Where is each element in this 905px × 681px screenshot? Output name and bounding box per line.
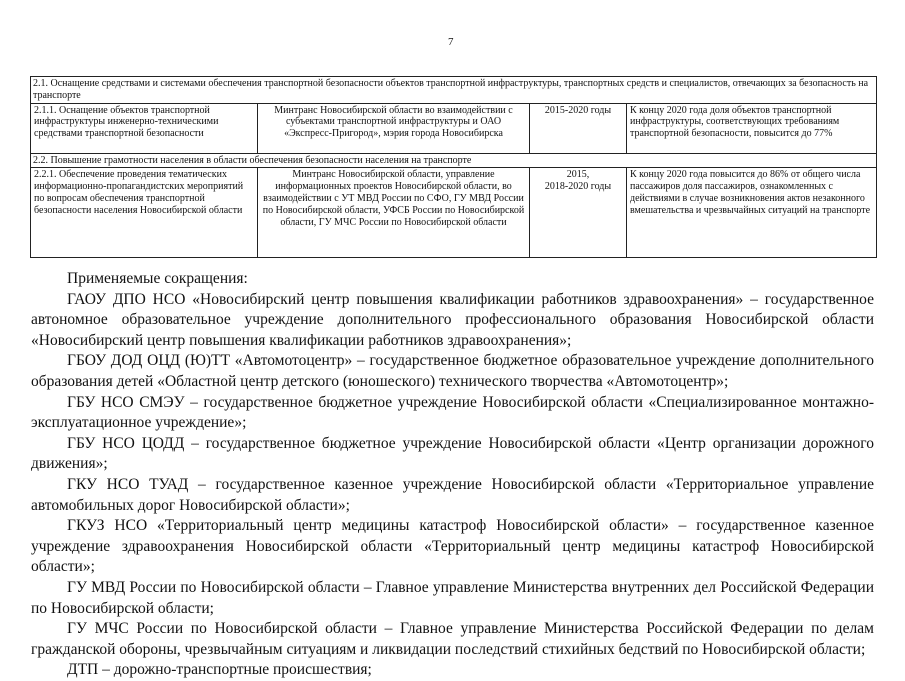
result-cell: К концу 2020 года повысится до 86% от общего числа пассажиров доля пассажиров, ознакомленных с действиями в случае возникновения актов незаконного вмешательства и чрезвычайных ситуаций на транспорте xyxy=(627,168,877,258)
abbreviation-item: ГБУ НСО СМЭУ – государственное бюджетное учреждение Новосибирской области «Специализированное монтажно-эксплуатационное учреждение»; xyxy=(31,393,874,432)
section-title-2-2: 2.2. Повышение грамотности населения в области обеспечения безопасности населения на транспорте xyxy=(31,153,877,168)
table-row xyxy=(31,103,877,153)
abbreviation-item: ГКУЗ НСО «Территориальный центр медицины катастроф Новосибирской области» – государственное казенное учреждение здравоохранения Новосибирской области «Территориальный центр медицины катастроф Новосибирской области»; xyxy=(31,517,874,576)
abbreviation-item: ГКУ НСО ТУАД – государственное казенное учреждение Новосибирской области «Территориальное управление автомобильных дорог Новосибирской области»; xyxy=(31,475,874,514)
abbreviations-heading: Применяемые сокращения: xyxy=(67,270,248,287)
result-cell: К концу 2020 года доля объектов транспортной инфраструктуры, соответствующих требованиям транспортной безопасности, повысится до 77% xyxy=(627,103,877,153)
executor-cell: Минтранс Новосибирской области, управление информационных проектов Новосибирской области, во взаимодействии с УТ МВД России по СФО, ГУ МВД России по Новосибирской области, УФСБ России по Новосибирской области, ГУ МЧС России по Новосибирской области xyxy=(258,168,530,258)
measures-table xyxy=(30,76,877,258)
measure-cell: 2.2.1. Обеспечение проведения тематических информационно-пропагандистских мероприятий по вопросам обеспечения транспортной безопасности населения Новосибирской области xyxy=(31,168,258,258)
abbreviation-item: ГАОУ ДПО НСО «Новосибирский центр повышения квалификации работников здравоохранения» – государственное автономное образовательное учреждение дополнительного профессионального образования Новосибирской области «Новосибирский центр повышения квалификации работников здравоохранения»; xyxy=(31,290,874,349)
period-line: 2018-2020 годы xyxy=(544,181,612,193)
section-title-2-1: 2.1. Оснащение средствами и системами обеспечения транспортной безопасности объектов транспортной инфраструктуры, транспортных средств и специалистов, отвечающих за безопасность на транспорте xyxy=(31,77,877,104)
table-row xyxy=(31,77,877,104)
abbreviations-section xyxy=(31,269,874,681)
abbreviation-item: ГУ МВД России по Новосибирской области – Главное управление Министерства внутренних дел Российской Федерации по Новосибирской области; xyxy=(31,578,874,617)
period-cell xyxy=(530,168,627,258)
abbreviation-item: ГБОУ ДОД ОЦД (Ю)ТТ «Автомотоцентр» – государственное бюджетное образовательное учреждение дополнительного образования детей «Областной центр детского (юношеского) технического творчества «Автомотоцентр»; xyxy=(31,352,874,390)
table-row xyxy=(31,153,877,168)
page-number: 7 xyxy=(448,36,454,48)
abbreviation-item: ГУ МЧС России по Новосибирской области – Главное управление Министерства Российской Федерации по делам гражданской обороны, чрезвычайным ситуациям и ликвидации последствий стихийных бедствий по Новосибирской области; xyxy=(31,620,874,658)
period-cell: 2015-2020 годы xyxy=(530,103,627,153)
measure-cell: 2.1.1. Оснащение объектов транспортной инфраструктуры инженерно-техническими средствами транспортной безопасности xyxy=(31,103,258,153)
period-line: 2015, xyxy=(566,169,590,181)
table-row xyxy=(31,168,877,258)
executor-cell: Минтранс Новосибирской области во взаимодействии с субъектами транспортной инфраструктуры и ОАО «Экспресс-Пригород», мэрия города Новосибирска xyxy=(258,103,530,153)
abbreviation-item: ДТП – дорожно-транспортные происшествия; xyxy=(67,661,372,679)
abbreviation-item: ГБУ НСО ЦОДД – государственное бюджетное учреждение Новосибирской области «Центр организации дорожного движения»; xyxy=(31,434,874,473)
